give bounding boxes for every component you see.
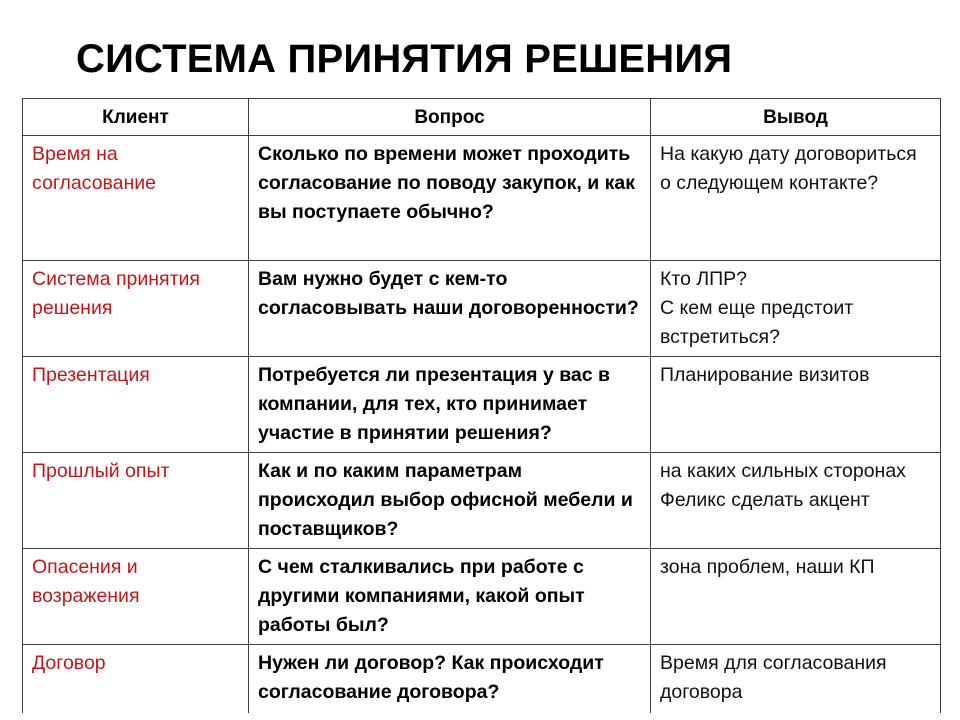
client-cell: Прошлый опыт xyxy=(23,453,249,549)
table-row xyxy=(23,261,941,357)
table-row xyxy=(23,136,941,261)
question-cell: Вам нужно будет с кем-то согласовывать наши договоренности? xyxy=(249,261,651,357)
conclusion-line: Кто ЛПР? xyxy=(660,268,747,290)
conclusion-cell: зона проблем, наши КП xyxy=(651,549,941,645)
header-question: Вопрос xyxy=(249,99,651,136)
decision-table xyxy=(22,98,941,713)
conclusion-cell: на каких сильных сторонах Феликс сделать акцент xyxy=(651,453,941,549)
conclusion-cell: Планирование визитов xyxy=(651,357,941,453)
client-cell: Система принятия решения xyxy=(23,261,249,357)
client-cell: Опасения и возражения xyxy=(23,549,249,645)
page-title: СИСТЕМА ПРИНЯТИЯ РЕШЕНИЯ xyxy=(76,37,733,81)
header-conclusion: Вывод xyxy=(651,99,941,136)
conclusion-cell: На какую дату договориться о следующем контакте? xyxy=(651,136,941,261)
conclusion-cell xyxy=(651,261,941,357)
header-client: Клиент xyxy=(23,99,249,136)
question-cell: Нужен ли договор? Как происходит согласование договора? xyxy=(249,645,651,713)
table-row xyxy=(23,357,941,453)
table-row xyxy=(23,453,941,549)
client-cell: Презентация xyxy=(23,357,249,453)
table-row xyxy=(23,645,941,713)
client-cell: Время на согласование xyxy=(23,136,249,261)
question-cell: С чем сталкивались при работе с другими компаниями, какой опыт работы был? xyxy=(249,549,651,645)
table-header-row xyxy=(23,99,941,136)
client-cell: Договор xyxy=(23,645,249,713)
conclusion-line: С кем еще предстоит встретиться? xyxy=(660,297,854,348)
table-row xyxy=(23,549,941,645)
conclusion-cell: Время для согласования договора xyxy=(651,645,941,713)
question-cell: Как и по каким параметрам происходил выбор офисной мебели и поставщиков? xyxy=(249,453,651,549)
question-cell: Потребуется ли презентация у вас в компании, для тех, кто принимает участие в принятии решения? xyxy=(249,357,651,453)
question-cell: Сколько по времени может проходить согласование по поводу закупок, и как вы поступаете обычно? xyxy=(249,136,651,261)
